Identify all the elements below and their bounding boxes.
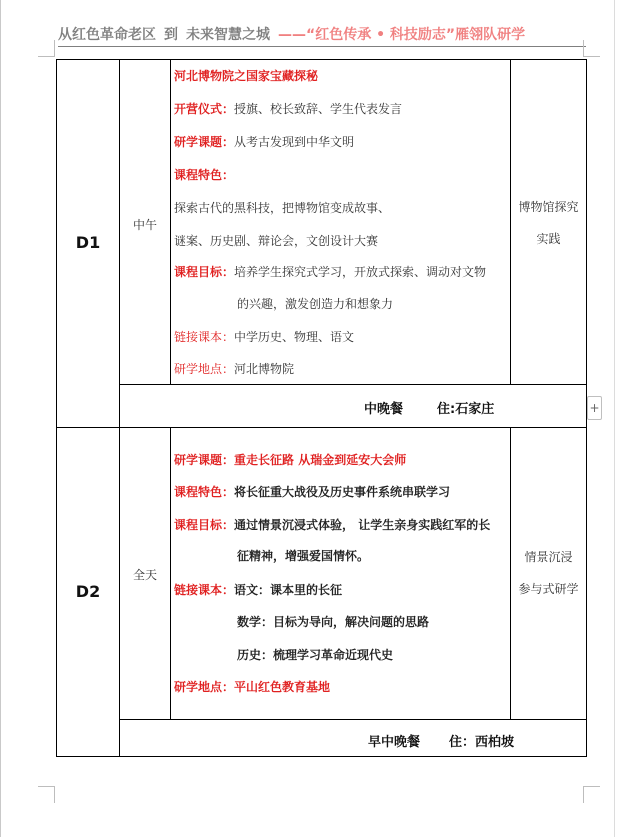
- d2-link-line3: 历史：梳理学习革命近现代史: [237, 648, 394, 662]
- d1-location: 研学地点：河北博物院: [174, 362, 295, 376]
- corner-mark-top-left: [38, 40, 55, 57]
- activity-d2: [511, 541, 586, 605]
- d1-features-line2: 谜案、历史剧、辩论会，文创设计大赛: [174, 234, 379, 248]
- table-divider-d1-d2: [56, 427, 586, 428]
- d1-features-line1: 探索古代的黑科技，把博物馆变成故事、: [174, 201, 391, 215]
- d1-goal: 课程目标：培养学生探究式学习，开放式探索、调动对文物: [174, 265, 487, 279]
- table-col-line-2-d2: [170, 427, 171, 719]
- d2-meal: 早中晚餐: [368, 735, 421, 750]
- activity-d2-line1: 情景沉浸: [524, 550, 573, 564]
- d2-goal-line2: 征精神，增强爱国情怀。: [237, 549, 370, 563]
- corner-mark-bottom-right: [583, 786, 600, 803]
- d1-stay: 住:石家庄: [437, 402, 495, 417]
- d2-goal: 课程目标：通过情景沉浸式体验， 让学生亲身实践红军的长: [174, 518, 491, 532]
- d1-features-label: 课程特色：: [174, 168, 235, 182]
- activity-d1-line2: 实践: [536, 232, 561, 246]
- table-border-top: [56, 59, 586, 60]
- d2-features: 课程特色：将长征重大战役及历史事件系统串联学习: [174, 485, 451, 499]
- d1-topic: 研学课题：从考古发现到中华文明: [174, 135, 355, 149]
- header-part-2: 到: [164, 27, 178, 43]
- d2-topic: 研学课题：重走长征路 从瑞金到延安大会师: [174, 453, 407, 467]
- d2-link-line2: 数学：目标为导向，解决问题的思路: [237, 615, 430, 629]
- corner-mark-top-right: [583, 40, 600, 57]
- activity-d2-line2: 参与式研学: [518, 582, 579, 596]
- page-edge-right: [614, 0, 615, 837]
- day-d2: D2: [75, 582, 101, 601]
- activity-d1-line1: 博物馆探究: [518, 200, 579, 214]
- page-header: [58, 24, 588, 46]
- d1-title: 河北博物院之国家宝藏探秘: [174, 69, 319, 83]
- page-edge-left: [0, 0, 1, 837]
- table-col-line-2-d1: [170, 59, 171, 384]
- add-row-button[interactable]: +: [587, 396, 602, 420]
- d2-stay: 住：西柏坡: [449, 735, 515, 750]
- table-line-d1-meal: [119, 384, 586, 385]
- d2-location: 研学地点：平山红色教育基地: [174, 680, 331, 694]
- d1-goal-line2: 的兴趣，激发创造力和想象力: [237, 297, 394, 311]
- time-d2: 全天: [132, 568, 157, 582]
- table-col-line-1: [119, 59, 120, 757]
- activity-d1: [511, 191, 586, 255]
- table-border-left: [56, 59, 57, 757]
- corner-mark-bottom-left: [38, 786, 55, 803]
- table-border-bottom: [56, 756, 586, 757]
- header-rule: [58, 46, 586, 47]
- d1-meal: 中晚餐: [364, 402, 404, 417]
- day-d1: D1: [75, 233, 101, 252]
- d2-link: 链接课本：语文：课本里的长征: [174, 583, 343, 597]
- header-part-4: ——“红色传承 • 科技励志”雁翎队研学: [278, 27, 526, 43]
- header-part-3: 未来智慧之城: [186, 27, 270, 43]
- header-part-1: 从红色革命老区: [58, 27, 156, 43]
- d1-link: 链接课本：中学历史、物理、语文: [174, 330, 355, 344]
- table-line-d2-meal: [119, 719, 586, 720]
- time-d1: 中午: [132, 218, 157, 232]
- d1-opening: 开营仪式：授旗、校长致辞、学生代表发言: [174, 102, 403, 116]
